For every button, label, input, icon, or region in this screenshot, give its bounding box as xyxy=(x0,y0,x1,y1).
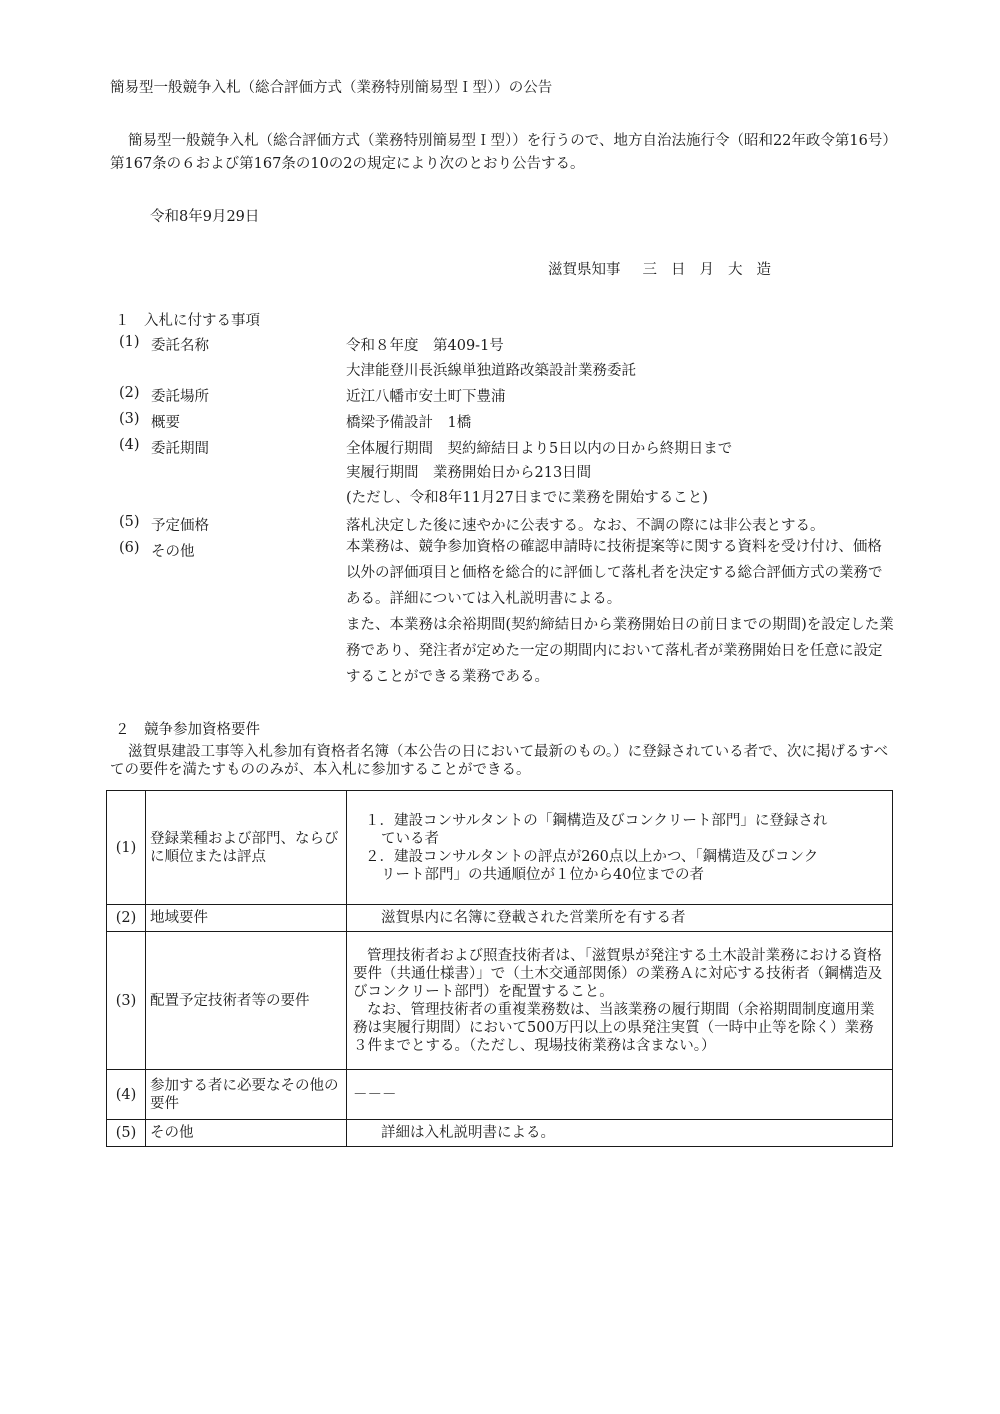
notice-date: 令和8年9月29日 xyxy=(150,209,260,225)
item-number: (4) xyxy=(119,437,140,453)
row-line: 滋賀県内に名簿に登載された営業所を有する者 xyxy=(381,910,686,926)
row-label: 登録業種および部門、ならびに順位または評点 xyxy=(146,791,347,905)
table-row xyxy=(107,1070,893,1120)
row-line: －－－ xyxy=(353,1086,397,1103)
item-value: 全体履行期間 契約締結日より5日以内の日から終期日まで xyxy=(346,441,733,457)
row-value xyxy=(347,1120,893,1147)
row-line: ２．建設コンサルタントの評点が260点以上かつ、「鋼構造及びコンク xyxy=(365,848,819,865)
item-number: (5) xyxy=(119,514,140,530)
row-line: １．建設コンサルタントの「鋼構造及びコンクリート部門」に登録され xyxy=(365,812,828,829)
section1-heading: １ 入札に付する事項 xyxy=(115,313,260,329)
item-value: 近江八幡市安土町下豊浦 xyxy=(346,389,506,405)
item-number: (1) xyxy=(119,334,140,350)
item-paragraphs xyxy=(346,534,894,690)
item-label: 委託名称 xyxy=(151,338,209,354)
table-row xyxy=(107,1120,893,1147)
section2-heading: ２ 競争参加資格要件 xyxy=(115,722,260,738)
row-label: 地域要件 xyxy=(146,905,347,932)
item-value: 令和８年度 第409-1号 xyxy=(346,338,504,354)
row-value xyxy=(347,905,893,932)
requirements-table xyxy=(106,790,893,1147)
item-label: 概要 xyxy=(151,415,180,431)
table-row xyxy=(107,932,893,1070)
row-value xyxy=(347,1070,893,1120)
item-number: (2) xyxy=(119,385,140,401)
row-number: (1) xyxy=(107,791,146,905)
signer-title: 滋賀県知事 xyxy=(548,262,621,278)
row-paragraph: なお、管理技術者の重複業務数は、当該業務の履行期間（余裕期間制度適用業務は実履行期間）において500万円以上の県発注実質（一時中止等を除く）業務３件までとする。（ただし、現場技術業務は含まない。） xyxy=(353,1001,875,1054)
row-number: (3) xyxy=(107,932,146,1070)
item-value: (ただし、令和8年11月27日までに業務を開始すること) xyxy=(346,490,708,506)
signer xyxy=(548,258,785,279)
item-value: 落札決定した後に速やかに公表する。なお、不調の際には非公表とする。 xyxy=(346,518,825,534)
item-label: 委託場所 xyxy=(151,389,209,405)
item-number: (6) xyxy=(119,540,140,556)
table-row xyxy=(107,905,893,932)
row-value xyxy=(347,932,893,1070)
row-paragraph: 管理技術者および照査技術者は、「滋賀県が発注する土木設計業務における資格要件（共通仕様書）」で（土木交通部関係）の業務Ａに対応する技術者（鋼構造及びコンクリート部門）を配置すること。 xyxy=(353,947,883,1000)
item-number: (3) xyxy=(119,411,140,427)
row-label: その他 xyxy=(146,1120,347,1147)
item-value: 大津能登川長浜線単独道路改築設計業務委託 xyxy=(346,363,636,379)
row-value xyxy=(347,791,893,905)
item-paragraph: また、本業務は余裕期間(契約締結日から業務開始日の前日までの期間)を設定した業務であり、発注者が定めた一定の期間内において落札者が業務開始日を任意に設定することができる業務である。 xyxy=(346,617,894,685)
item-paragraph: 本業務は、競争参加資格の確認申請時に技術提案等に関する資料を受け付け、価格以外の評価項目と価格を総合的に評価して落札者を決定する総合評価方式の業務である。詳細については入札説明書による。 xyxy=(346,539,883,607)
row-line: ている者 xyxy=(381,830,439,847)
section2-intro: 滋賀県建設工事等入札参加有資格者名簿（本公告の日において最新のもの。）に登録されている者で、次に掲げるすべての要件を満たすもののみが、本入札に参加することができる。 xyxy=(110,744,889,778)
row-label: 配置予定技術者等の要件 xyxy=(146,932,347,1070)
intro-paragraph: 簡易型一般競争入札（総合評価方式（業務特別簡易型Ｉ型））を行うので、地方自治法施行令（昭和22年政令第16号）第167条の６および第167条の10の2の規定により次のとおり公告する。 xyxy=(110,133,897,172)
row-label: 参加する者に必要なその他の要件 xyxy=(146,1070,347,1120)
row-line: リート部門」の共通順位が１位から40位までの者 xyxy=(381,866,704,883)
document-title: 簡易型一般競争入札（総合評価方式（業務特別簡易型Ｉ型））の公告 xyxy=(110,80,553,96)
item-value: 実履行期間 業務開始日から213日間 xyxy=(346,465,592,481)
item-label: 委託期間 xyxy=(151,441,209,457)
signer-name: 三日月大造 xyxy=(642,262,785,278)
item-value: 橋梁予備設計 1橋 xyxy=(346,415,472,431)
row-number: (5) xyxy=(107,1120,146,1147)
row-number: (4) xyxy=(107,1070,146,1120)
item-label: その他 xyxy=(151,544,195,560)
table-row xyxy=(107,791,893,905)
row-line: 詳細は入札説明書による。 xyxy=(381,1125,555,1141)
item-label: 予定価格 xyxy=(151,518,209,534)
row-number: (2) xyxy=(107,905,146,932)
